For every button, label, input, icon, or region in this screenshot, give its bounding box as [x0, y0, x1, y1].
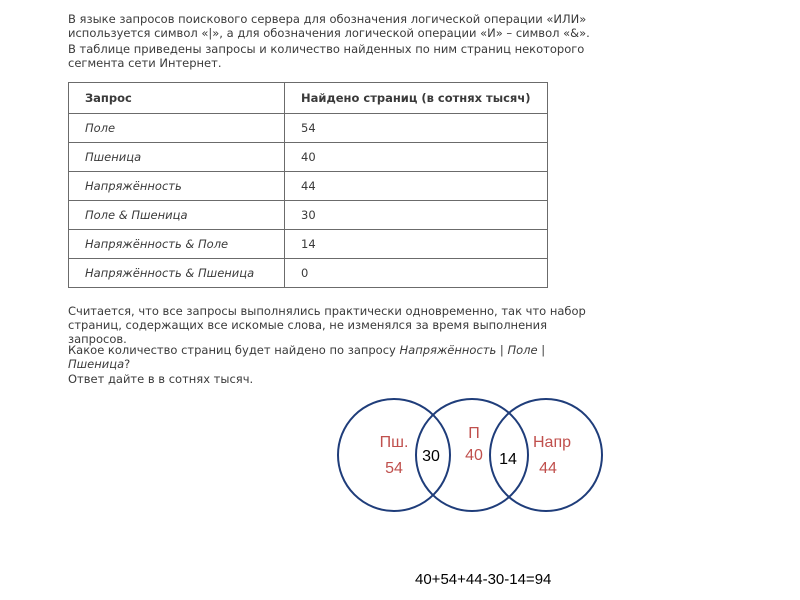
header-pages: Найдено страниц (в сотнях тысяч) — [285, 83, 548, 114]
venn-left-label: Пш. — [379, 434, 409, 451]
query-cell: Напряжённость — [69, 172, 285, 201]
query-cell: Пшеница — [69, 143, 285, 172]
table-row — [69, 201, 548, 230]
table-row — [69, 230, 548, 259]
after-line-2: страниц, содержащих все искомые слова, не изменялся за время выполнения — [68, 318, 548, 332]
intro2-line-2: сегмента сети Интернет. — [68, 56, 222, 70]
venn-left-value: 54 — [385, 460, 403, 477]
question-text — [68, 343, 545, 371]
table-row — [69, 172, 548, 201]
after-line-3: запросов. — [68, 332, 127, 346]
pages-cell: 14 — [285, 230, 548, 259]
pages-cell: 30 — [285, 201, 548, 230]
problem-intro — [68, 12, 590, 40]
venn-overlap-left-value: 30 — [422, 448, 440, 465]
venn-middle-label: П — [468, 425, 480, 442]
assumption-text — [68, 304, 586, 346]
query-cell: Поле & Пшеница — [69, 201, 285, 230]
question-query-part1: Напряжённость | Поле | — [399, 343, 546, 357]
venn-overlap-right-value: 14 — [499, 451, 517, 468]
venn-right-label: Напр — [532, 434, 572, 451]
venn-right-value: 44 — [539, 460, 557, 477]
answer-instruction: Ответ дайте в в сотнях тысяч. — [68, 372, 254, 386]
question-line-2 — [68, 357, 545, 371]
after-line-1: Считается, что все запросы выполнялись практически одновременно, так что набор — [68, 304, 586, 318]
venn-diagram — [330, 392, 610, 522]
intro-line-1: В языке запросов поискового сервера для обозначения логической операции «ИЛИ» — [68, 12, 587, 26]
venn-middle-value: 40 — [465, 447, 483, 464]
table-header-row — [69, 83, 548, 114]
question-prefix: Какое количество страниц будет найдено по запросу — [68, 343, 400, 357]
query-cell: Напряжённость & Поле — [69, 230, 285, 259]
queries-table — [68, 82, 548, 288]
pages-cell: 44 — [285, 172, 548, 201]
table-row — [69, 143, 548, 172]
header-query: Запрос — [69, 83, 285, 114]
intro-line-2: используется символ «|», а для обозначения логической операции «И» – символ «&». — [68, 26, 590, 40]
query-cell: Напряжённость & Пшеница — [69, 259, 285, 288]
intro2-line-1: В таблице приведены запросы и количество найденных по ним страниц некоторого — [68, 42, 585, 56]
question-query-part2: Пшеница — [68, 357, 125, 371]
question-suffix: ? — [124, 357, 131, 371]
table-row — [69, 114, 548, 143]
question-line-1 — [68, 343, 545, 357]
pages-cell: 0 — [285, 259, 548, 288]
pages-cell: 40 — [285, 143, 548, 172]
table-row — [69, 259, 548, 288]
pages-cell: 54 — [285, 114, 548, 143]
query-cell: Поле — [69, 114, 285, 143]
calculation-result: 40+54+44-30-14=94 — [415, 571, 552, 588]
problem-intro-table — [68, 42, 584, 70]
